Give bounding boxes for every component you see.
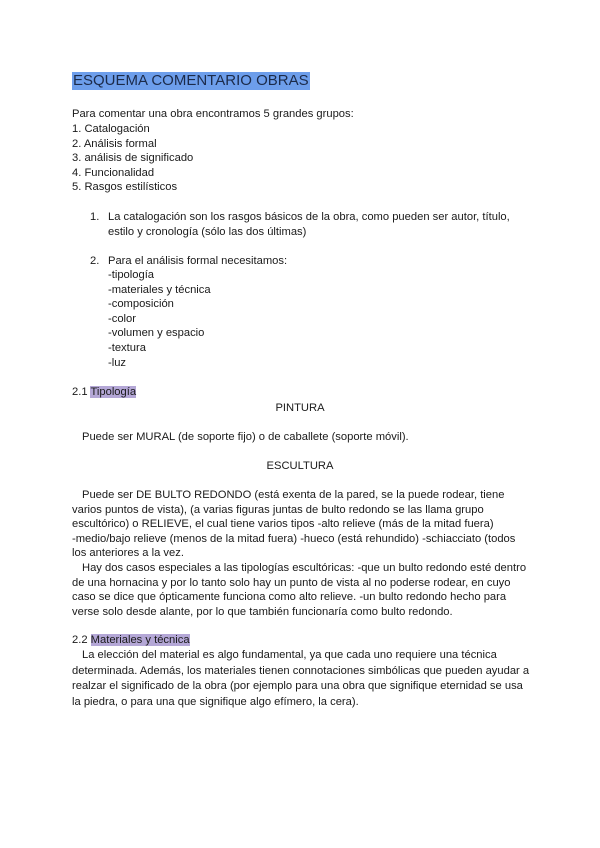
section-title-highlight: Materiales y técnica — [90, 634, 190, 646]
list-number: 1. — [90, 211, 100, 223]
list-item: -materiales y técnica — [108, 283, 211, 296]
catalogacion-line: La catalogación son los rasgos básicos de la obra, como pueden ser autor, título, — [108, 211, 510, 223]
paragraph-line: escultórico) o RELIEVE, el cual tiene varios tipos -alto relieve (más de la mitad fuera) — [72, 518, 494, 531]
paragraph-line: verse solo desde alante, por lo que también funcionaría como bulto redondo. — [72, 605, 453, 618]
pintura-text: Puede ser MURAL (de soporte fijo) o de caballete (soporte móvil). — [82, 431, 409, 443]
paragraph-line: de una hornacina y por lo tanto solo hay un punto de vista al no poderse rodear, en cuyo — [72, 576, 511, 589]
section-number: 2.1 — [72, 386, 88, 398]
paragraph-line: -medio/bajo relieve (menos de la mitad fuera) -hueco (está rehundido) -schiacciato (todos — [72, 532, 516, 545]
list-item: -textura — [108, 341, 146, 354]
groups-list — [72, 122, 532, 195]
materiales-paragraph — [72, 648, 532, 710]
list-item: -color — [108, 312, 136, 325]
list-number: 2. — [90, 255, 100, 267]
section-heading — [72, 385, 136, 400]
list-item: -luz — [108, 356, 127, 369]
group-item: 1. Catalogación — [72, 123, 150, 135]
escultura-label: ESCULTURA — [266, 460, 334, 472]
formal-elements-list — [108, 268, 408, 370]
paragraph-line: Hay dos casos especiales a las tipologías escultóricas: -que un bulto redondo esté dentro — [82, 561, 527, 574]
group-item: 5. Rasgos estilísticos — [72, 181, 178, 194]
catalogacion-line: estilo y cronología (sólo las dos últimas) — [108, 226, 307, 238]
list-item: -tipología — [108, 269, 155, 281]
section-number: 2.2 — [72, 634, 88, 646]
paragraph-line: La elección del material es algo fundamental, ya que cada uno requiere una técnica — [82, 649, 497, 661]
paragraph-line: los anteriores a la vez. — [72, 547, 184, 560]
paragraph-line: varios puntos de vista), (a varias figuras juntas de bulto redondo se las llama grupo — [72, 503, 484, 516]
list-item: -composición — [108, 298, 174, 311]
paragraph-line: realzar el significado de la obra (por ejemplo para una obra que signifique eternidad se usa — [72, 680, 523, 693]
section-title-highlight: Tipología — [90, 386, 137, 398]
group-item: 3. análisis de significado — [72, 152, 194, 165]
escultura-paragraph — [72, 488, 532, 619]
section-heading — [72, 633, 190, 648]
document-title: ESQUEMA COMENTARIO OBRAS — [73, 72, 309, 89]
list-item: -volumen y espacio — [108, 327, 205, 340]
intro-text: Para comentar una obra encontramos 5 grandes grupos: — [72, 108, 354, 120]
paragraph-line: caso se dice que ópticamente funciona como alto relieve. -un bulto redondo hecho para — [72, 591, 507, 604]
paragraph-line: determinada. Además, los materiales tienen connotaciones simbólicas que pueden ayudar a — [72, 664, 530, 677]
group-item: 2. Análisis formal — [72, 137, 157, 150]
group-item: 4. Funcionalidad — [72, 166, 155, 179]
paragraph-line: Puede ser DE BULTO REDONDO (está exenta de la pared, se la puede rodear, tiene — [82, 489, 505, 501]
pintura-label: PINTURA — [275, 402, 325, 414]
analisis-formal-intro: Para el análisis formal necesitamos: — [108, 255, 288, 267]
paragraph-line: la piedra, o para una que signifique algo efímero, la cera). — [72, 695, 359, 708]
